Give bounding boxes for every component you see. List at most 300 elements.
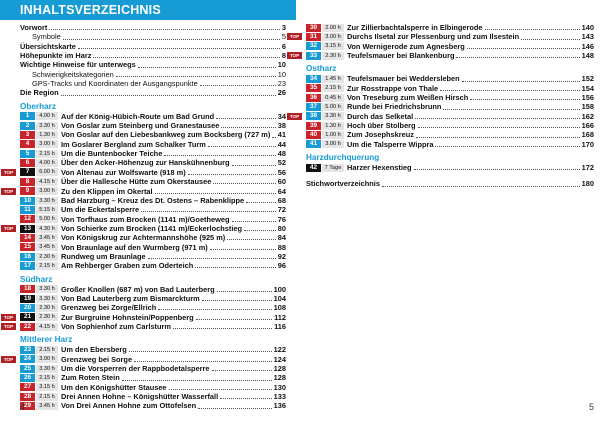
tour-entry[interactable]	[20, 401, 286, 410]
top-badge: TOP	[287, 52, 302, 59]
toc-entry[interactable]	[20, 79, 286, 88]
leader-dots	[129, 351, 272, 352]
tour-number-badge: 20	[20, 304, 35, 312]
leader-dots	[116, 76, 276, 77]
tour-page: 60	[277, 177, 286, 187]
tour-entry[interactable]	[289, 51, 594, 61]
leader-dots	[416, 137, 580, 138]
tour-name: Um den Königshütter Stausee	[61, 382, 167, 392]
tour-number-badge: 12	[20, 215, 35, 223]
tour-page: 38	[277, 121, 286, 131]
leader-dots	[232, 165, 276, 166]
leader-dots	[122, 380, 272, 381]
tour-number-badge: 6	[20, 159, 35, 167]
tour-duration: 3.30 h	[36, 197, 58, 205]
tour-name: Runde bei Friedrichsbrunn	[347, 102, 442, 112]
toc-entry-label: Symbole	[32, 32, 61, 42]
tour-name: Von Königskrug zur Achtermannshöhe (925 m)	[61, 233, 226, 243]
tour-duration: 3.00 h	[36, 187, 58, 195]
tour-name: Von Drei Annen Hohne zum Ottofelsen	[61, 401, 197, 411]
tour-entry[interactable]	[306, 130, 594, 139]
tour-number-badge: 40	[306, 131, 321, 139]
toc-entry-label: Die Region	[20, 88, 59, 98]
tour-name: Über den Acker-Höhenzug zur Hanskühnenburg	[61, 158, 230, 168]
tour-entry[interactable]	[289, 32, 594, 42]
tour-page: 148	[581, 51, 594, 61]
tour-duration: 1.30 h	[322, 122, 344, 130]
tour-number-badge: 1	[20, 112, 35, 120]
tour-number-badge: 3	[20, 131, 35, 139]
leader-dots	[212, 370, 272, 371]
tour-duration: 3.30 h	[36, 365, 58, 373]
section-heading: Südharz	[20, 274, 53, 284]
leader-dots	[272, 137, 275, 138]
toc-entry-page: 10	[277, 69, 286, 79]
leader-dots	[485, 29, 580, 30]
leader-dots	[210, 249, 276, 250]
toc-entry[interactable]	[20, 32, 286, 41]
tour-page: 124	[273, 354, 286, 364]
leader-dots	[456, 57, 579, 58]
tour-entry[interactable]	[306, 23, 594, 32]
tour-page: 128	[273, 373, 286, 383]
tour-page: 44	[277, 139, 286, 149]
tour-entry[interactable]	[306, 102, 594, 111]
toc-entry-label: Schwierigkeitskategorien	[32, 69, 114, 79]
tour-page: 48	[277, 149, 286, 159]
leader-dots	[213, 183, 275, 184]
tour-name: Zur Zillierbachtalsperre in Elbingerode	[347, 23, 483, 32]
tour-duration: 3.45 h	[36, 243, 58, 251]
tour-number-badge: 22	[20, 323, 35, 331]
toc-entry-label: Vorwort	[20, 23, 48, 32]
toc-entry-page: 10	[277, 60, 286, 70]
tour-name: Um die Eckertalsperre	[61, 205, 140, 215]
tour-duration: 7 Tage	[322, 164, 344, 172]
toc-entry-page: 6	[281, 41, 286, 51]
leader-dots	[141, 211, 276, 212]
tour-duration: 1.00 h	[322, 131, 344, 139]
toc-entry[interactable]	[20, 88, 286, 97]
tour-number-badge: 16	[20, 253, 35, 261]
tour-duration: 2.15 h	[322, 84, 344, 92]
right-page	[289, 0, 600, 421]
tour-entry[interactable]	[20, 383, 286, 392]
tour-page: 172	[581, 163, 594, 173]
tour-number-badge: 36	[306, 94, 321, 102]
toc-entry-label: Wichtige Hinweise für unterwegs	[20, 60, 136, 70]
tour-entry[interactable]	[306, 93, 594, 102]
leader-dots	[232, 221, 276, 222]
leader-dots	[195, 267, 276, 268]
leader-dots	[188, 174, 276, 175]
leader-dots	[221, 127, 275, 128]
tour-duration: 6.00 h	[36, 168, 58, 176]
tour-duration: 3.45 h	[36, 234, 58, 242]
tour-name: Um die Buntenbocker Teiche	[61, 149, 163, 159]
tour-entry[interactable]	[20, 373, 286, 382]
tour-entry[interactable]	[306, 42, 594, 51]
tour-duration: 5.15 h	[36, 206, 58, 214]
header-bar	[0, 0, 296, 20]
toc-entry[interactable]	[20, 70, 286, 79]
leader-dots	[216, 118, 276, 119]
tour-entry[interactable]	[289, 111, 594, 121]
tour-number-badge: 33	[306, 52, 321, 60]
leader-dots	[138, 67, 276, 68]
tour-page: 41	[277, 130, 286, 140]
leader-dots	[440, 90, 579, 91]
tour-number-badge: 11	[20, 206, 35, 214]
tour-name: Drei Annen Hohne – Königshütter Wasserfall	[61, 392, 219, 402]
tour-duration: 3.15 h	[36, 383, 58, 391]
right-content	[289, 23, 594, 189]
top-badge: TOP	[1, 356, 16, 363]
tour-entry[interactable]	[20, 158, 286, 167]
tour-number-badge: 38	[306, 112, 321, 120]
tour-duration: 2.15 h	[36, 262, 58, 270]
toc-entry-page: 26	[277, 88, 286, 98]
leader-dots	[418, 127, 580, 128]
top-badge: TOP	[1, 225, 16, 232]
toc-entry[interactable]	[20, 51, 286, 60]
left-content	[3, 23, 286, 411]
leader-dots	[208, 146, 276, 147]
tour-duration: 2.30 h	[36, 304, 58, 312]
leader-dots	[155, 193, 276, 194]
tour-name: Zur Rosstrappe von Thale	[347, 83, 439, 93]
tour-duration: 2.15 h	[36, 374, 58, 382]
tour-name: Durch das Selketal	[347, 111, 414, 121]
tour-duration: 4.30 h	[36, 225, 58, 233]
tour-duration: 2.15 h	[36, 393, 58, 401]
tour-entry[interactable]	[20, 345, 286, 354]
tour-entry[interactable]	[20, 364, 286, 373]
tour-entry[interactable]	[306, 84, 594, 93]
leader-dots	[217, 291, 272, 292]
leader-dots	[148, 258, 276, 259]
tour-page: 64	[277, 186, 286, 196]
tour-number-badge: 39	[306, 122, 321, 130]
tour-name: Auf der König-Hübich-Route um Bad Grund	[61, 111, 215, 121]
tour-entry[interactable]	[20, 261, 286, 270]
tour-name: Von Wernigerode zum Agnesberg	[347, 41, 465, 51]
tour-page: 108	[273, 303, 286, 313]
tour-duration: 4.15 h	[36, 323, 58, 331]
toc-entry-label: Höhepunkte im Harz	[20, 51, 92, 61]
tour-entry[interactable]	[20, 177, 286, 186]
tour-page: 152	[581, 74, 594, 84]
tour-entry[interactable]	[20, 252, 286, 261]
leader-dots	[173, 328, 272, 329]
tour-name: Hoch über Stolberg	[347, 121, 416, 131]
tour-name: Bad Harzburg – Kreuz des Dt. Ostens – Rabenklippe	[61, 195, 245, 205]
tour-number-badge: 29	[20, 402, 35, 410]
tour-number-badge: 30	[306, 24, 321, 32]
tour-entry[interactable]	[3, 223, 286, 233]
tour-name: Um die Talsperre Wippra	[347, 139, 434, 149]
tour-entry[interactable]	[20, 392, 286, 401]
tour-duration: 4.15 h	[36, 178, 58, 186]
tour-page: 84	[277, 233, 286, 243]
tour-duration: 3.30 h	[322, 112, 344, 120]
tour-number-badge: 24	[20, 355, 35, 363]
tour-number-badge: 31	[306, 33, 321, 41]
tour-name: Harzer Hexenstieg	[347, 163, 412, 173]
tour-entry[interactable]	[20, 130, 286, 139]
tour-duration: 3.30 h	[36, 285, 58, 293]
top-badge: TOP	[1, 323, 16, 330]
leader-dots	[158, 309, 271, 310]
leader-dots	[169, 389, 272, 390]
tour-duration: 4.00 h	[36, 159, 58, 167]
leader-dots	[467, 48, 580, 49]
toc-entry-label: Übersichtskarte	[20, 41, 76, 51]
tour-name: Von Bad Lauterberg zum Bismarckturm	[61, 293, 200, 303]
tour-entry[interactable]	[20, 243, 286, 252]
toc-entry-page: 5	[281, 32, 286, 42]
toc-entry[interactable]	[20, 42, 286, 51]
tour-entry[interactable]	[306, 74, 594, 83]
tour-number-badge: 15	[20, 243, 35, 251]
toc-entry[interactable]	[20, 60, 286, 69]
leader-dots	[415, 118, 580, 119]
tour-duration: 2.15 h	[36, 150, 58, 158]
tour-duration: 1.45 h	[322, 75, 344, 83]
leader-dots	[202, 300, 272, 301]
tour-entry[interactable]	[3, 186, 286, 196]
leader-dots	[462, 81, 580, 82]
tour-page: 158	[581, 102, 594, 112]
leader-dots	[78, 48, 280, 49]
tour-number-badge: 41	[306, 140, 321, 148]
tour-page: 154	[581, 83, 594, 93]
tour-name: Teufelsmauer bei Weddersleben	[347, 74, 460, 84]
toc-entry-label: GPS-Tracks und Koordinaten der Ausgangspunkte	[32, 79, 198, 89]
tour-name: Von Torfhaus zum Brocken (1141 m)/Goetheweg	[61, 214, 230, 224]
tour-entry[interactable]	[20, 112, 286, 121]
tour-page: 76	[277, 214, 286, 224]
leader-dots	[227, 239, 276, 240]
tour-page: 52	[277, 158, 286, 168]
tour-name: Von Goslar zum Steinberg und Granestausee	[61, 121, 220, 131]
tour-name: Um die Vorsperren der Rappbodetalsperre	[61, 364, 210, 373]
leader-dots	[198, 408, 272, 409]
tour-duration: 5.00 h	[36, 215, 58, 223]
tour-entry[interactable]	[3, 354, 286, 364]
tour-number-badge: 17	[20, 262, 35, 270]
tour-number-badge: 42	[306, 164, 321, 172]
tour-entry[interactable]	[20, 121, 286, 130]
tour-entry[interactable]	[20, 215, 286, 224]
tour-name: Von Sophienhof zum Carlsturm	[61, 321, 171, 331]
tour-name: Von Altenau zur Wolfswarte (918 m)	[61, 167, 186, 177]
tour-name: Zum Josephskreuz	[347, 130, 414, 140]
tour-number-badge: 13	[20, 225, 35, 233]
toc-entry-page: 8	[281, 51, 286, 61]
tour-duration: 2.30 h	[322, 52, 344, 60]
tour-duration: 3.00 h	[36, 140, 58, 148]
top-badge: TOP	[287, 113, 302, 120]
top-badge: TOP	[287, 33, 302, 40]
tour-page: 104	[273, 293, 286, 303]
tour-number-badge: 26	[20, 374, 35, 382]
tour-name: Zu den Klippen im Okertal	[61, 186, 153, 196]
tour-page: 122	[273, 345, 286, 355]
tour-number-badge: 7	[20, 168, 35, 176]
tour-page: 136	[273, 401, 286, 411]
tour-page: 34	[277, 111, 286, 121]
tour-name: Im Goslarer Bergland zum Schalker Turm	[61, 139, 206, 149]
tour-entry[interactable]	[306, 140, 594, 149]
tour-duration: 3.00 h	[322, 33, 344, 41]
tour-name: Von Goslar auf den Liebesbankweg zum Bocksberg (727 m)	[61, 130, 271, 140]
tour-number-badge: 37	[306, 103, 321, 111]
tour-number-badge: 4	[20, 140, 35, 148]
tour-entry[interactable]	[20, 294, 286, 303]
tour-number-badge: 18	[20, 285, 35, 293]
tour-page: 80	[277, 223, 286, 233]
leader-dots	[521, 39, 580, 40]
tour-name: Um den Ebersberg	[61, 345, 127, 355]
tour-entry[interactable]	[3, 167, 286, 177]
page-number-left: 4	[20, 402, 26, 412]
tour-name: Zur Burgruine Hohnstein/Poppenberg	[61, 312, 194, 322]
tour-number-badge: 32	[306, 42, 321, 50]
leader-dots	[200, 85, 276, 86]
tour-page: 96	[277, 261, 286, 271]
tour-entry[interactable]	[20, 233, 286, 242]
toc-entry-page: 23	[277, 79, 286, 89]
spacer	[306, 172, 594, 179]
tour-duration: 2.15 h	[36, 346, 58, 354]
leader-dots	[61, 95, 276, 96]
tour-duration: 3.00 h	[322, 140, 344, 148]
tour-duration: 2.00 h	[322, 24, 344, 32]
tour-name: Am Rehberger Graben zum Oderteich	[61, 261, 194, 271]
section-heading: Mittlerer Harz	[20, 335, 73, 345]
tour-page: 68	[277, 195, 286, 205]
tour-page: 72	[277, 205, 286, 215]
tour-page: 162	[581, 111, 594, 121]
leader-dots	[134, 361, 272, 362]
tour-page: 56	[277, 167, 286, 177]
tour-entry[interactable]	[20, 285, 286, 294]
tour-duration: 4.00 h	[36, 112, 58, 120]
tour-page: 133	[273, 392, 286, 402]
tour-name: Von Treseburg zum Weißen Hirsch	[347, 93, 469, 103]
leader-dots	[246, 202, 276, 203]
top-badge: TOP	[1, 169, 16, 176]
tour-number-badge: 25	[20, 365, 35, 373]
tour-page: 116	[274, 321, 286, 331]
leader-dots	[414, 169, 580, 170]
tour-number-badge: 14	[20, 234, 35, 242]
tour-duration: 3.45 h	[36, 402, 58, 410]
tour-duration: 3.30 h	[36, 122, 58, 130]
tour-page: 100	[273, 284, 286, 294]
tour-number-badge: 19	[20, 295, 35, 303]
leader-dots	[443, 109, 579, 110]
tour-name: Rundweg um Braunlage	[61, 251, 146, 261]
leader-dots	[49, 29, 280, 30]
page-number-right: 5	[589, 402, 595, 412]
tour-page: 146	[581, 41, 594, 51]
tour-name: Grenzweg bei Zorge/Ellrich	[61, 303, 157, 313]
tour-page: 88	[277, 242, 286, 252]
tour-page: 92	[277, 251, 286, 261]
tour-page: 168	[581, 130, 594, 140]
tour-name: Zum Roten Stein	[61, 373, 120, 383]
tour-entry[interactable]	[3, 312, 286, 322]
tour-page: 143	[581, 32, 594, 42]
top-badge: TOP	[1, 314, 16, 321]
section-heading: Harzdurchquerung	[306, 153, 380, 163]
leader-dots	[93, 57, 279, 58]
tour-duration: 2.30 h	[36, 253, 58, 261]
toc-entry-page: 3	[281, 23, 286, 32]
leader-dots	[63, 39, 280, 40]
tour-entry[interactable]	[20, 303, 286, 312]
tour-number-badge: 27	[20, 383, 35, 391]
leader-dots	[220, 398, 272, 399]
tour-duration: 1.30 h	[36, 131, 58, 139]
tour-name: Grenzweg bei Sorge	[61, 354, 133, 364]
tour-entry[interactable]	[306, 121, 594, 130]
tour-duration: 3.00 h	[36, 355, 58, 363]
leader-dots	[382, 186, 580, 187]
tour-entry[interactable]	[20, 149, 286, 158]
tour-entry[interactable]	[306, 163, 594, 172]
leader-dots	[244, 230, 276, 231]
tour-number-badge: 21	[20, 313, 35, 321]
tour-duration: 2.30 h	[36, 313, 58, 321]
tour-number-badge: 10	[20, 197, 35, 205]
tour-number-badge: 2	[20, 122, 35, 130]
toc-entry[interactable]	[306, 179, 594, 188]
tour-entry[interactable]	[20, 205, 286, 214]
tour-entry[interactable]	[20, 140, 286, 149]
tour-number-badge: 8	[20, 178, 35, 186]
leader-dots	[470, 99, 579, 100]
leader-dots	[435, 146, 579, 147]
tour-page: 166	[581, 121, 594, 131]
top-badge: TOP	[1, 188, 16, 195]
toc-entry-label: Stichwortverzeichnis	[306, 179, 380, 189]
tour-page: 128	[273, 364, 286, 373]
tour-duration: 0.45 h	[322, 94, 344, 102]
tour-name: Über die Hallesche Hütte zum Okerstausee	[61, 177, 212, 187]
tour-duration: 5.00 h	[322, 103, 344, 111]
leader-dots	[164, 155, 275, 156]
tour-duration: 3.15 h	[322, 42, 344, 50]
tour-name: Von Braunlage auf den Wurmberg (971 m)	[61, 242, 208, 252]
tour-name: Von Schierke zum Brocken (1141 m)/Eckerlochstieg	[61, 223, 243, 233]
section-heading: Ostharz	[306, 64, 337, 74]
toc-entry[interactable]	[20, 23, 286, 32]
tour-entry[interactable]	[20, 196, 286, 205]
tour-duration: 3.30 h	[36, 295, 58, 303]
toc-entry-page: 180	[581, 179, 594, 189]
page-title: INHALTSVERZEICHNIS	[20, 3, 161, 17]
tour-number-badge: 23	[20, 346, 35, 354]
tour-page: 112	[274, 312, 286, 322]
tour-name: Großer Knollen (687 m) von Bad Lauterberg	[61, 284, 215, 294]
tour-page: 140	[581, 23, 594, 32]
tour-page: 170	[581, 139, 594, 149]
tour-entry[interactable]	[3, 321, 286, 331]
tour-number-badge: 35	[306, 84, 321, 92]
